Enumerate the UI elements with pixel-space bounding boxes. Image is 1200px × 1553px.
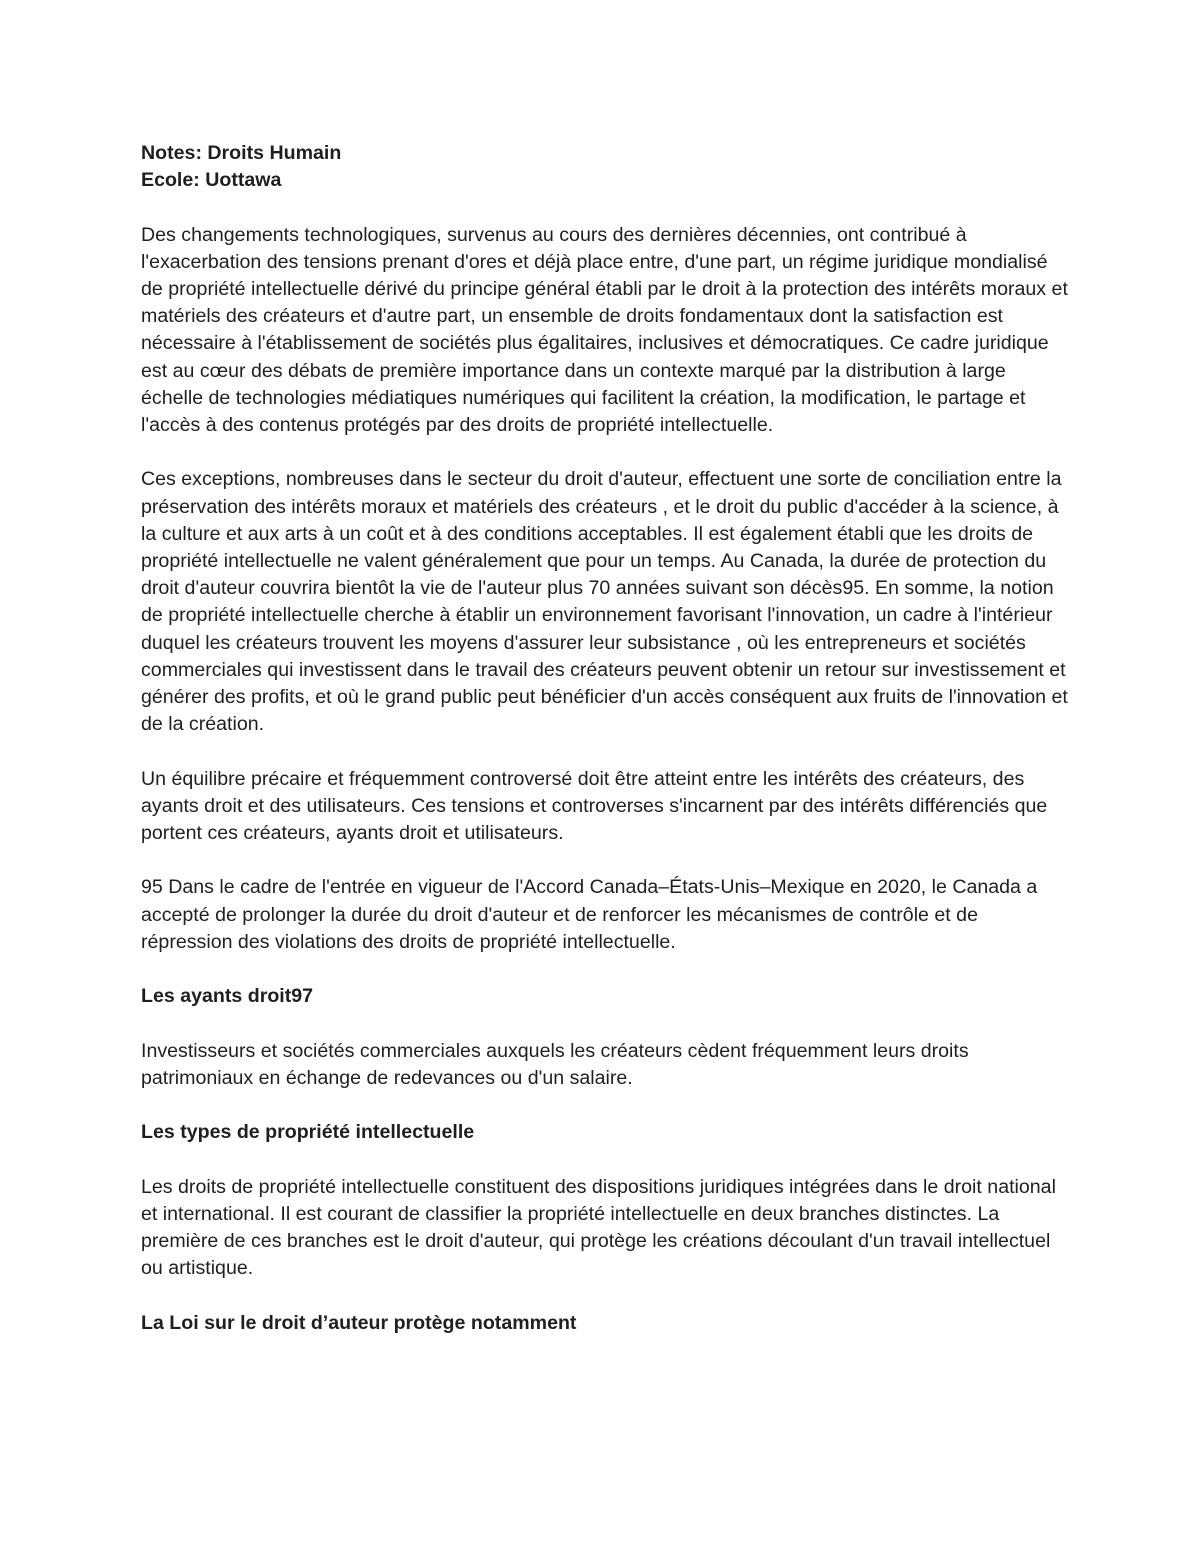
school-line: Ecole: Uottawa (141, 169, 282, 192)
paragraph-intro: Des changements technologiques, survenus au cours des dernières décennies, ont contribué à l'exacerbation des tensions prenant d'ores et déjà place entre, d'une part, un régime juridique mondialisé de propriété intellectuelle dérivé du principe général établi par le droit à la protection des intérêts moraux et matériels des créateurs et d'autre part, un ensemble de droits fondamentaux dont la satisfaction est nécessaire à l'établissement de sociétés plus égalitaires, inclusives et démocratiques. Ce cadre juridique est au cœur des débats de première importance dans un contexte marqué par la distribution à large échelle de technologies médiatiques numériques qui facilitent la création, la modification, le partage et l'accès à des contenus protégés par des droits de propriété intellectuelle. (141, 223, 1068, 437)
notes-title: Notes: Droits Humain (141, 142, 342, 164)
paragraph-exceptions: Ces exceptions, nombreuses dans le secteur du droit d'auteur, effectuent une sorte de conciliation entre la préservation des intérêts moraux et matériels des créateurs , et le droit du public d'accéder à la science, à la culture et aux arts à un coût et à des conditions acceptables. Il est également établi que les droits de propriété intellectuelle ne valent généralement que pour un temps. Au Canada, la durée de protection du droit d'auteur couvrira bientôt la vie de l'auteur plus 70 années suivant son décès95. En somme, la notion de propriété intellectuelle cherche à établir un environnement favorisant l'innovation, un cadre à l'intérieur duquel les créateurs trouvent les moyens d'assurer leur subsistance , où les entrepreneurs et sociétés commerciales qui investissent dans le travail des créateurs peuvent obtenir un retour sur investissement et générer des profits, et où le grand public peut bénéficier d'un accès conséquent aux fruits de l'innovation et de la création. (141, 468, 1068, 736)
paragraph-ayants-droit: Investisseurs et sociétés commerciales auxquels les créateurs cèdent fréquemment leurs droits patrimoniaux en échange de redevances ou d'un salaire. (141, 1039, 969, 1089)
spacer (141, 956, 1071, 983)
spacer (141, 738, 1071, 765)
spacer (141, 1146, 1071, 1173)
paragraph-types-propriete: Les droits de propriété intellectuelle constituent des dispositions juridiques intégrées dans le droit national et international. Il est courant de classifier la propriété intellectuelle en deux branches distinctes. La première de ces branches est le droit d'auteur, qui protège les créations découlant d'un travail intellectuel ou artistique. (141, 1175, 1056, 1280)
spacer (141, 847, 1071, 874)
heading-types-propriete: Les types de propriété intellectuelle (141, 1121, 475, 1144)
heading-ayants-droit: Les ayants droit97 (141, 985, 314, 1008)
spacer (141, 1010, 1071, 1037)
footnote-95: 95 Dans le cadre de l'entrée en vigueur de l'Accord Canada–États-Unis–Mexique en 2020, le Canada a accepté de prolonger la durée du droit d'auteur et de renforcer les mécanismes de contrôle et de répression des violations des droits de propriété intellectuelle. (141, 876, 1038, 953)
spacer (141, 439, 1071, 466)
spacer (141, 1282, 1071, 1309)
paragraph-equilibrium: Un équilibre précaire et fréquemment controversé doit être atteint entre les intérêts des créateurs, des ayants droit et des utilisateurs. Ces tensions et controverses s'incarnent par des intérêts différenciés que portent ces créateurs, ayants droit et utilisateurs. (141, 767, 1048, 845)
heading-loi-droit-auteur: La Loi sur le droit d’auteur protège notamment (141, 1311, 577, 1334)
spacer (141, 1092, 1071, 1119)
spacer (141, 194, 1071, 221)
document-body (141, 140, 1071, 1337)
